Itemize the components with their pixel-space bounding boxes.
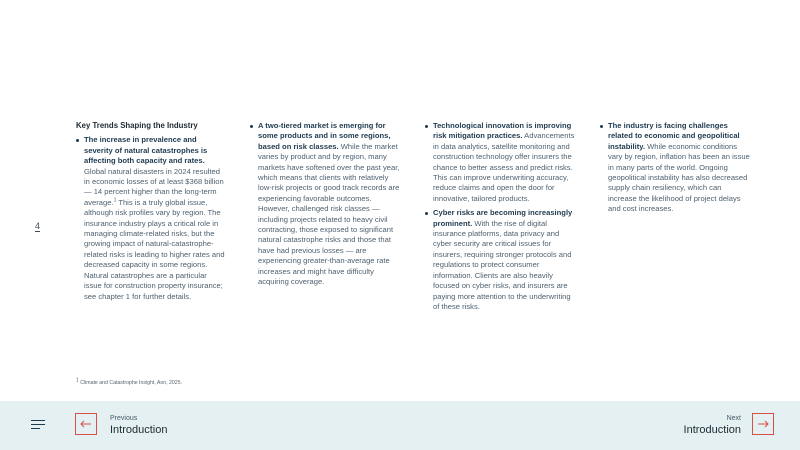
column-2 xyxy=(250,121,402,292)
next-title[interactable]: Introduction xyxy=(683,424,741,436)
column-4 xyxy=(600,121,750,219)
item-text-cont: This is a truly global issue, although risk profiles vary by region. The insurance industry plays a critical role in managing climate-related risks, but the growing impact of natural-catastrophe-related risks is leading to higher rates and decreased capacity in some regions. Natural catastrophes are a particular issue for construction property insurance; see chapter 1 for further details. xyxy=(84,197,225,301)
item-lead: The industry is facing challenges related to economic and geopolitical instability. xyxy=(608,121,740,151)
item-lead: Technological innovation is improving risk mitigation practices. xyxy=(433,121,572,141)
previous-button[interactable] xyxy=(75,413,97,435)
list-item xyxy=(76,135,226,302)
section-heading: Key Trends Shaping the Industry xyxy=(76,121,198,130)
trend-list xyxy=(250,121,402,288)
next-button[interactable] xyxy=(752,413,774,435)
item-text: Advancements in data analytics, satellite monitoring and construction technology offer insurers the chance to better assess and predict risks. This can improve underwriting accuracy, reduce claims and open the door for innovative, tailored products. xyxy=(433,131,575,203)
footnote-ref[interactable]: 1 xyxy=(113,197,117,204)
item-text: While economic conditions vary by region, inflation has been an issue in many parts of the world. Ongoing geopolitical instability has also decreased supply chain resiliency, which can increase the likelihood of project delays and cost increases. xyxy=(608,141,750,214)
item-text: With the rise of digital insurance platforms, data privacy and cyber security are critical issues for insurers, requiring stronger protocols and regulations to protect consumer information. Clients are also heavily focused on cyber risks, and insurers are paying more attention to the underwriting of these risks. xyxy=(433,218,572,311)
previous-label[interactable]: Previous xyxy=(110,415,138,422)
trend-list xyxy=(425,121,578,312)
trend-list xyxy=(76,135,226,302)
arrow-right-icon xyxy=(757,420,769,428)
item-text: Global natural disasters in 2024 resulted in economic losses of at least $368 billion — 14 percent higher than the long-term average. xyxy=(84,166,224,207)
hamburger-menu-icon[interactable] xyxy=(31,420,45,430)
footnote-text: Climate and Catastrophe Insight, Aon, 2025. xyxy=(78,380,183,386)
item-lead: Cyber risks are becoming increasingly prominent. xyxy=(433,208,573,228)
footnote xyxy=(76,377,183,386)
list-item xyxy=(250,121,402,288)
page-number: 4 xyxy=(35,221,41,231)
list-item xyxy=(425,121,578,204)
arrow-left-icon xyxy=(80,420,92,428)
next-label[interactable]: Next xyxy=(726,415,741,422)
trend-list xyxy=(600,121,750,215)
item-lead: A two-tiered market is emerging for some products and in some regions, based on risk classes. xyxy=(258,121,391,151)
footer-nav xyxy=(0,401,800,450)
item-text: While the market varies by product and by region, many markets have softened over the past year, which means that clients with relatively low-risk projects or good track records are experiencing favorable outcomes. However, challenged risk classes — including projects related to heavy civil contracting, those exposed to significant natural catastrophe risks and those that have had previous losses — are experiencing greater-than-average rate increases and might have difficulty acquiring coverage. xyxy=(258,141,400,287)
column-3 xyxy=(425,121,578,316)
list-item xyxy=(600,121,750,215)
item-lead: The increase in prevalence and severity of natural catastrophes is affecting both capacity and rates. xyxy=(84,135,208,166)
column-1 xyxy=(76,121,226,306)
previous-title[interactable]: Introduction xyxy=(110,424,168,436)
footnote-marker: 1 xyxy=(76,377,79,384)
list-item xyxy=(425,208,578,312)
